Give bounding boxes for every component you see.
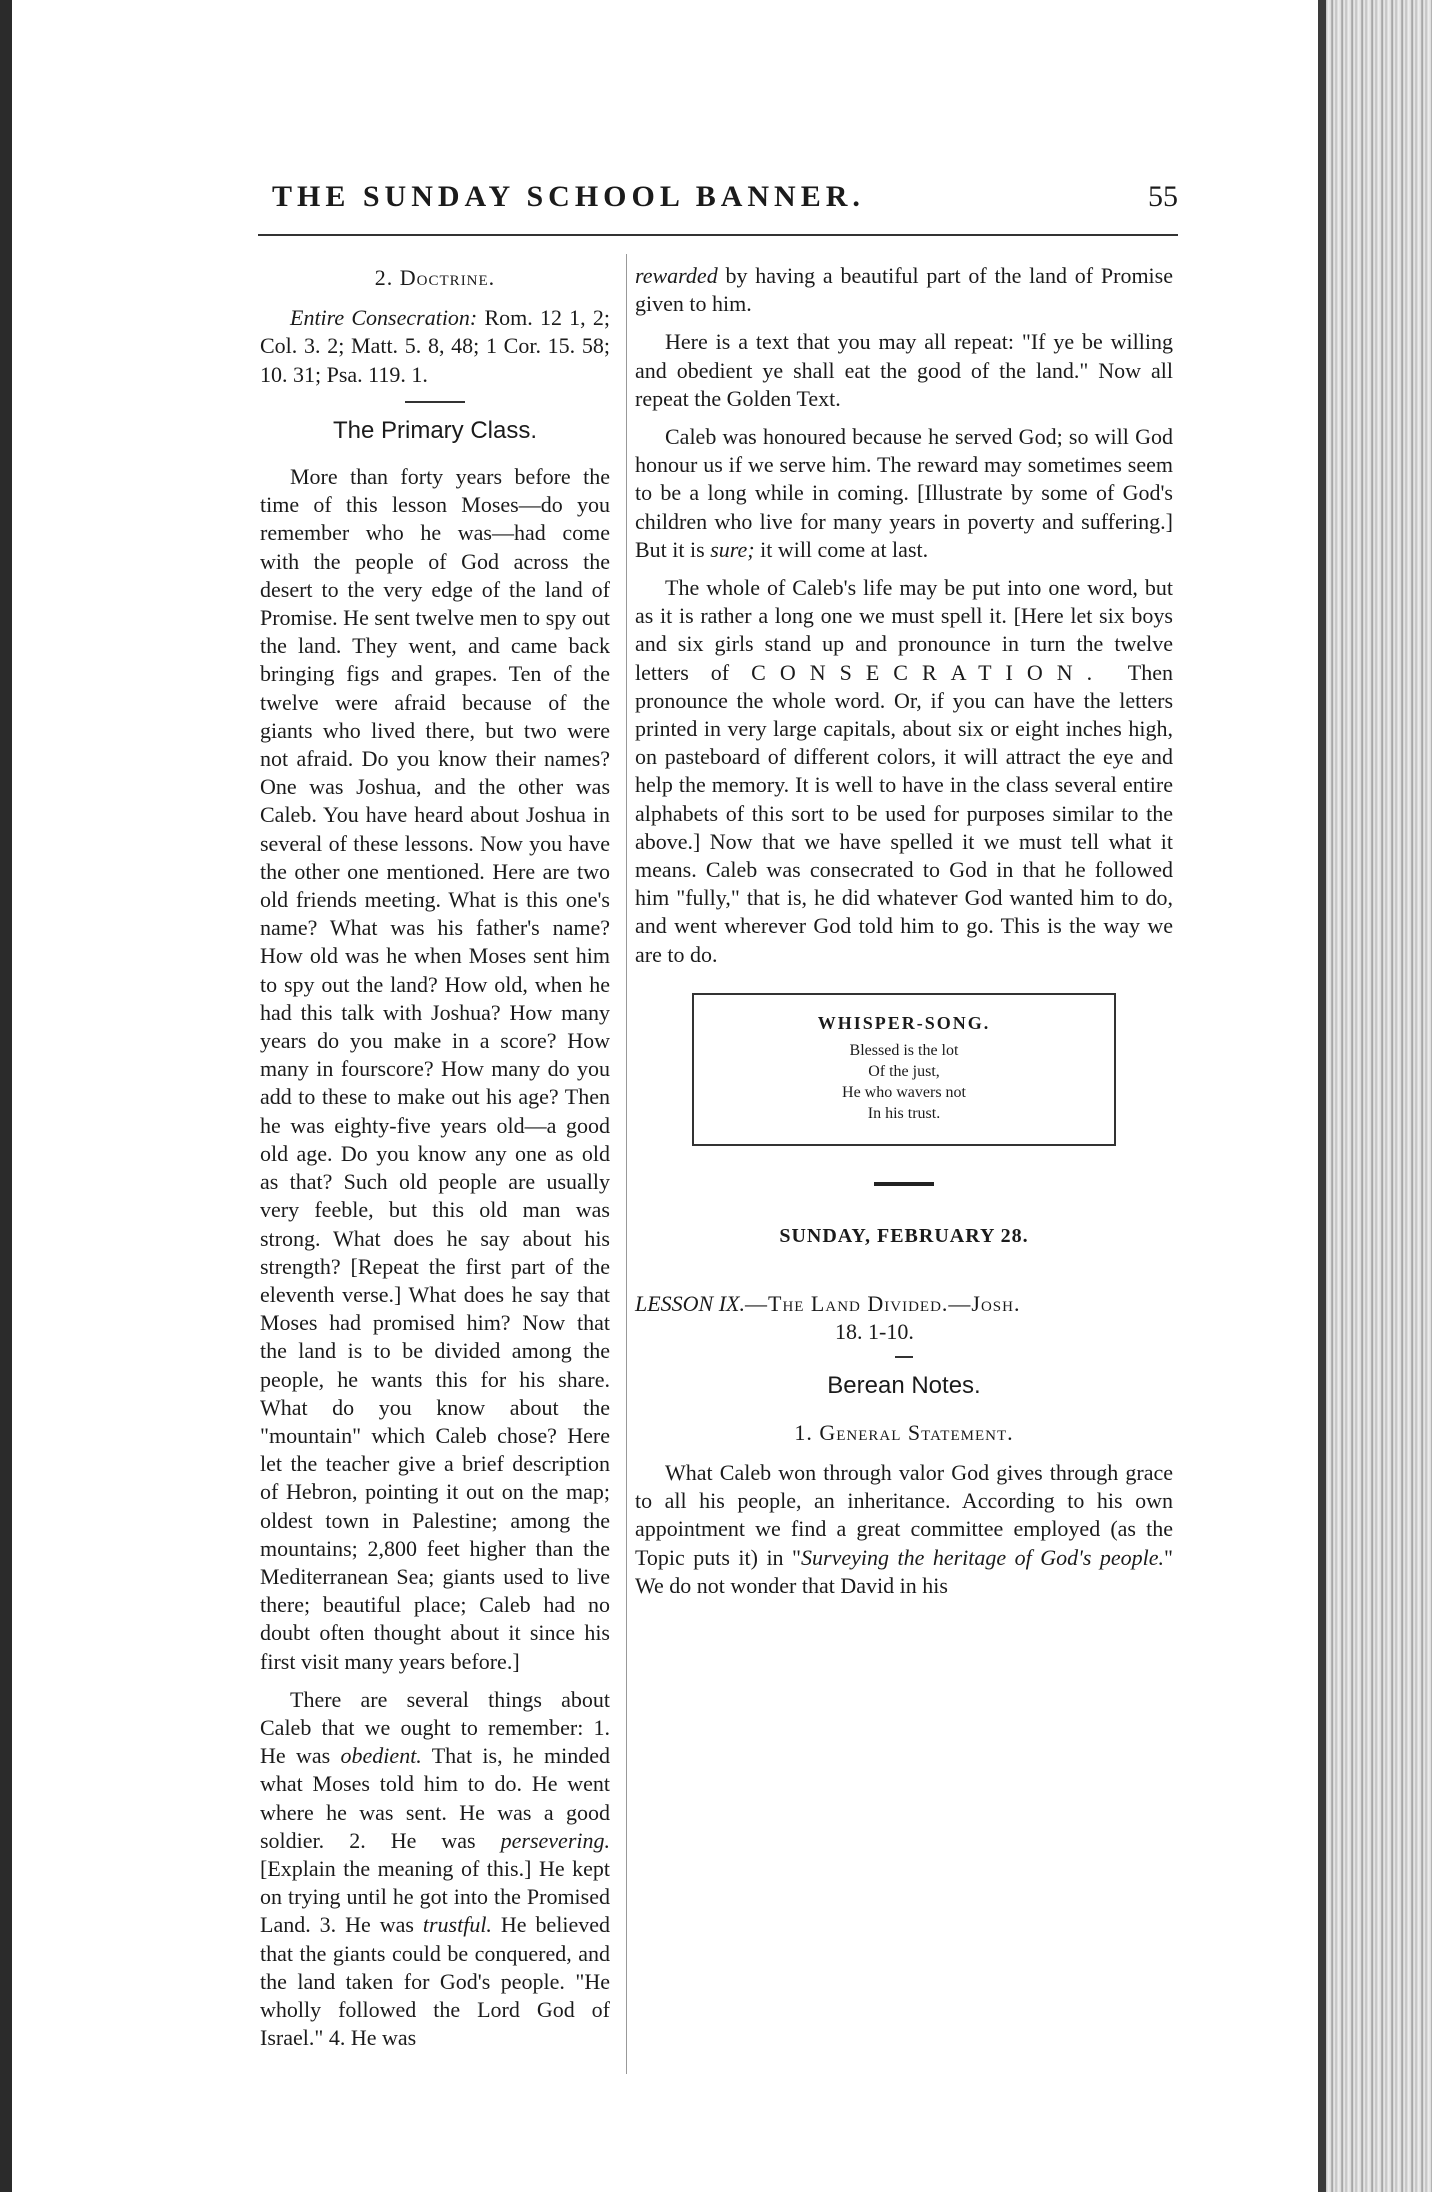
whisper-song-line: Blessed is the lot [849, 1041, 959, 1059]
running-header [272, 180, 1178, 226]
doctrine-refs-label: Entire Consecration: [290, 305, 478, 331]
right-para1-text: by having a beautiful part of the land of Promise given to him. [635, 263, 1173, 317]
lesson-reference: 18. 1-10. [835, 1319, 914, 1345]
para3-text-b: it will come at last. [754, 536, 929, 562]
para4-text-b: Then pronounce the whole word. Or, if you can have the letters printed in very large capitals, about six or eight inches high, on pasteboard of different colors, it will attract the eye and help the memory. It is well to have in the class several entire alphabets of this sort to be used for purposes similar to the above.] Now that we have spelled it we must tell what it means. Caleb was consecrated to God in that he followed him "fully," that is, he did whatever God wanted him to do, and went wherever God told him to go. This is the way we are to do. [635, 659, 1173, 967]
right-column [635, 262, 1173, 1610]
para3-sure: sure; [710, 536, 755, 562]
whisper-song-line: He who wavers not [842, 1083, 966, 1101]
rewarded-word: rewarded [635, 263, 718, 288]
golden-text-paragraph: Here is a text that you may all repeat: "If ye be willing and obedient ye shall eat the good of the land." Now all repeat the Golden Text. [635, 329, 1173, 411]
whisper-song-line: Of the just, [868, 1062, 940, 1080]
book-cover-edge [1318, 0, 1326, 2192]
consecration-paragraph [635, 574, 1173, 969]
doctrine-refs-text: Rom. 12 1, 2; Col. 3. 2; Matt. 5. 8, 48; 1 Cor. 15. 58; 10. 31; Psa. 119. 1. [260, 305, 610, 387]
berean-notes-title: Berean Notes. [827, 1372, 981, 1400]
short-divider [895, 1356, 913, 1358]
journal-title: THE SUNDAY SCHOOL BANNER. [272, 180, 865, 213]
para2-text-a: There are several things about Caleb that we ought to remember: 1. He was [260, 1686, 610, 1769]
page-number: 55 [1148, 180, 1178, 213]
whisper-song-line: In his trust. [867, 1104, 941, 1122]
heavy-divider [874, 1182, 934, 1186]
general-statement-paragraph [635, 1459, 1173, 1600]
honour-paragraph [635, 423, 1173, 564]
lesson-label: LESSON IX. [635, 1291, 745, 1317]
whisper-song-box [692, 993, 1116, 1146]
para2-obedient: obedient. [340, 1743, 422, 1769]
header-rule [258, 234, 1178, 236]
para2-persevering: persevering. [500, 1827, 610, 1853]
date-heading: SUNDAY, FEBRUARY 28. [779, 1224, 1029, 1247]
whisper-song-title: WHISPER-SONG. [817, 1012, 991, 1033]
book-page-edges [1318, 0, 1432, 2192]
column-divider [626, 254, 627, 2074]
consecration-word: CONSECRATION. [751, 659, 1107, 685]
para2-trustful: trustful. [422, 1912, 492, 1938]
para5-text-a: What Caleb won through valor God gives through grace to all his people, an inheritance. According to his own appointment we find a great committee employed (as the Topic puts it) in " [635, 1459, 1173, 1570]
left-column [260, 264, 610, 2062]
para5-text-b: " We do not wonder that David in his [635, 1544, 1173, 1598]
para3-text-a: Caleb was honoured because he served God; so will God honour us if we serve him. The reward may sometimes seem to be a long while in coming. [Illustrate by some of God's children who live for many years in poverty and suffering.] But it is [635, 424, 1173, 562]
para2-text-b: That is, he minded what Moses told him to do. He went where he was sent. He was a good soldier. 2. He was [260, 1743, 610, 1853]
para5-italic: Surveying the heritage of God's people. [801, 1544, 1165, 1570]
right-paragraph-1 [635, 262, 1173, 318]
book-binding-left [0, 0, 12, 2192]
primary-class-paragraph-1: More than forty years before the time of this lesson Moses—do you remember who he was—had come with the people of God across the desert to the very edge of the land of Promise. He sent twelve men to spy out the land. They went, and came back bringing figs and grapes. Ten of the twelve were afraid because of the giants who lived there, but two were not afraid. Do you know their names? One was Joshua, and the other was Caleb. You have heard about Joshua in several of these lessons. Now you have the other one mentioned. Here are two old friends meeting. What is this one's name? What was his father's name? How old was he when Moses sent him to spy out the land? How old, when he had this talk with Joshua? How many years do you make in a score? How many in fourscore? How many do you add to these to make out his age? Then he was eighty-five years old—a good old age. Do you know any one as old as that? Such old people are usually very feeble, but this old man was strong. What does he say about his strength? [Repeat the first part of the eleventh verse.] What does he say that Moses had promised him? Now that the land is to be divided among the people, he wants this for his share. What do you know about the "mountain" which Caleb chose? Here let the teacher give a brief description of Hebron, pointing it out on the map; oldest town in Palestine; among the mountains; 2,800 feet higher than the Mediterranean Sea; giants used to live there; beautiful place; Caleb had no doubt often thought about it since his first visit many years before.] [260, 464, 610, 1674]
doctrine-heading: 2. Doctrine. [374, 265, 496, 290]
lesson-title: —The Land Divided.—Josh. [745, 1291, 1021, 1317]
primary-class-paragraph-2 [260, 1686, 610, 2053]
para2-text-c: [Explain the meaning of this.] He kept on trying until he got into the Promised Land. 3. He was [260, 1855, 610, 1938]
general-statement-heading: 1. General Statement. [794, 1419, 1014, 1445]
para2-text-d: He believed that the giants could be conquered, and the land taken for God's people. "He wholly followed the Lord God of Israel." 4. He was [260, 1912, 610, 2051]
lesson-heading [635, 1290, 1173, 1346]
section-divider [405, 401, 465, 403]
primary-class-title: The Primary Class. [332, 416, 538, 444]
doctrine-references [260, 304, 610, 389]
para4-text-a: The whole of Caleb's life may be put into one word, but as it is rather a long one we must spell it. [Here let six boys and six girls stand up and pronounce in turn the twelve letters of [635, 575, 1173, 685]
